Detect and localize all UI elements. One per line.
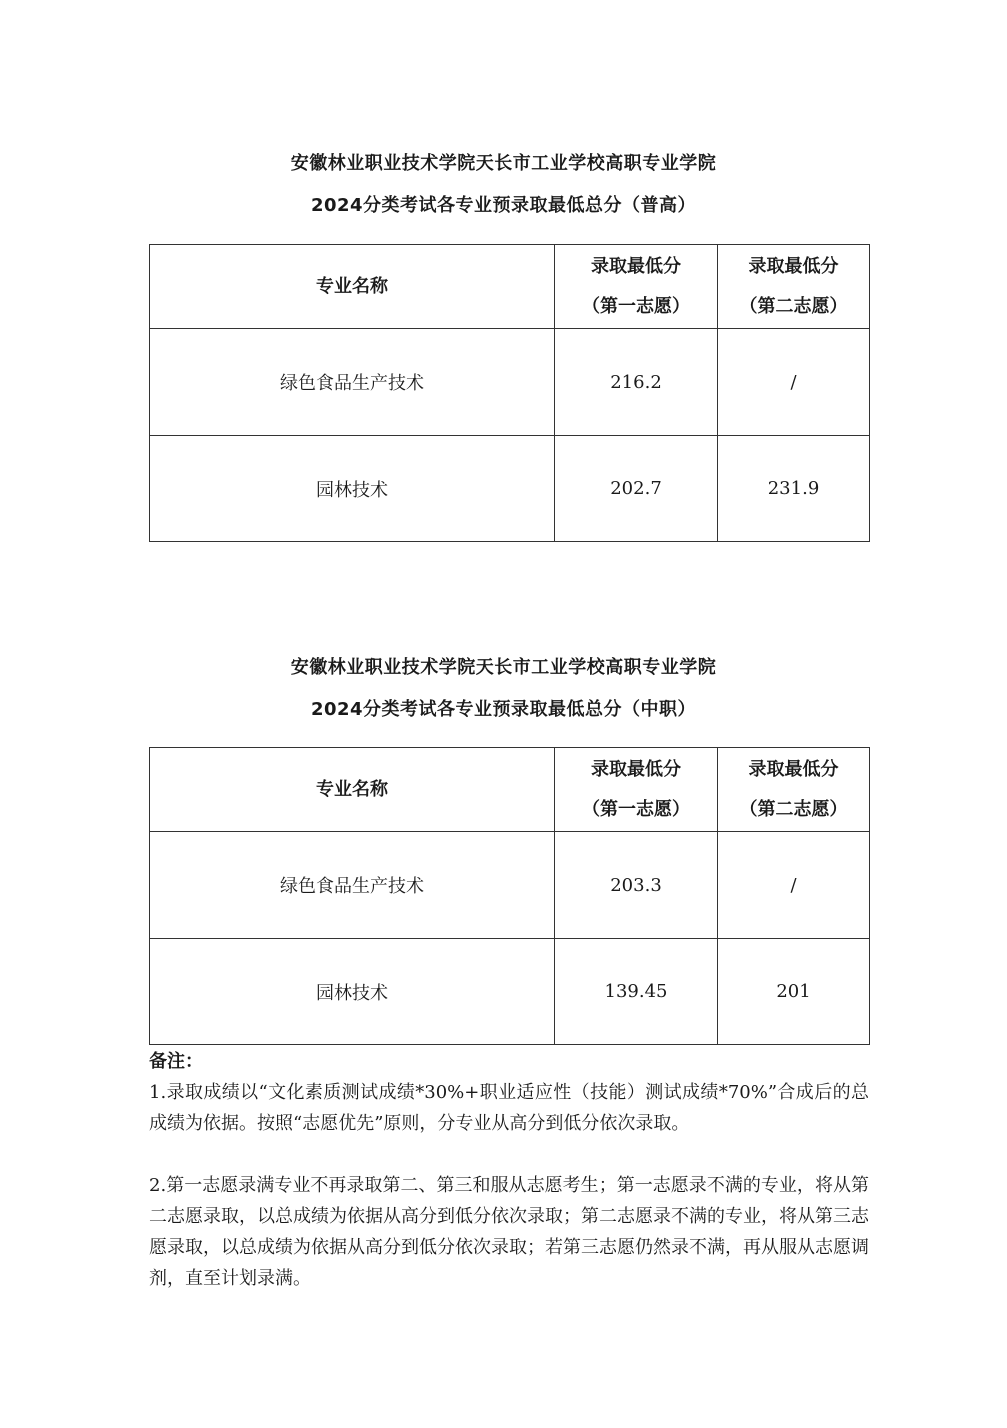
header-second-choice: [718, 245, 870, 329]
header-second-choice: [718, 748, 870, 832]
cell-major: 绿色食品生产技术: [150, 832, 555, 939]
header-first-choice-line2: （第一志愿）: [582, 295, 690, 317]
cell-first-choice: 202.7: [555, 436, 718, 542]
notes-label: 备注：: [149, 1051, 203, 1072]
note-item-2: 2.第一志愿录满专业不再录取第二、第三和服从志愿考生；第一志愿录不满的专业，将从第二志愿录取，以总成绩为依据从高分到低分依次录取；第二志愿录不满的专业，将从第三志愿录取，以总成绩为依据从高分到低分依次录取；若第三志愿仍然录不满，再从服从志愿调剂，直至计划录满。: [149, 1175, 869, 1289]
cell-major: 园林技术: [150, 939, 555, 1045]
cell-second-choice: /: [718, 329, 870, 436]
cell-second-choice: 201: [718, 939, 870, 1045]
cell-first-choice: 139.45: [555, 939, 718, 1045]
section-2-title-line1: 安徽林业职业技术学院天长市工业学校高职专业学院: [290, 657, 717, 678]
header-second-choice-line1: 录取最低分: [748, 255, 839, 277]
score-table-vocational: [149, 747, 870, 1045]
cell-second-choice: /: [718, 832, 870, 939]
notes-section: [149, 1046, 869, 1294]
header-second-choice-line2: （第二志愿）: [739, 798, 848, 820]
note-item-1: 1.录取成绩以“文化素质测试成绩*30%+职业适应性（技能）测试成绩*70%”合成后的总成绩为依据。按照“志愿优先”原则，分专业从高分到低分依次录取。: [149, 1082, 869, 1134]
section-1-title-line1: 安徽林业职业技术学院天长市工业学校高职专业学院: [290, 153, 717, 174]
section-1-title-line2: 2024分类考试各专业预录取最低总分（普高）: [310, 195, 697, 216]
table-row: [150, 329, 870, 436]
header-first-choice: [555, 245, 718, 329]
cell-major: 绿色食品生产技术: [150, 329, 555, 436]
cell-second-choice: 231.9: [718, 436, 870, 542]
table-row: [150, 832, 870, 939]
header-major: 专业名称: [150, 245, 555, 329]
header-second-choice-line1: 录取最低分: [748, 758, 839, 780]
cell-first-choice: 203.3: [555, 832, 718, 939]
section-2-title-line2: 2024分类考试各专业预录取最低总分（中职）: [310, 699, 697, 720]
header-first-choice-line1: 录取最低分: [591, 758, 681, 780]
header-major: 专业名称: [150, 748, 555, 832]
table-header-row: [150, 748, 870, 832]
cell-major: 园林技术: [150, 436, 555, 542]
header-second-choice-line2: （第二志愿）: [739, 295, 848, 317]
header-first-choice: [555, 748, 718, 832]
table-header-row: [150, 245, 870, 329]
cell-first-choice: 216.2: [555, 329, 718, 436]
header-first-choice-line1: 录取最低分: [591, 255, 681, 277]
score-table-general: [149, 244, 870, 542]
header-first-choice-line2: （第一志愿）: [582, 798, 690, 820]
table-row: [150, 436, 870, 542]
table-row: [150, 939, 870, 1045]
